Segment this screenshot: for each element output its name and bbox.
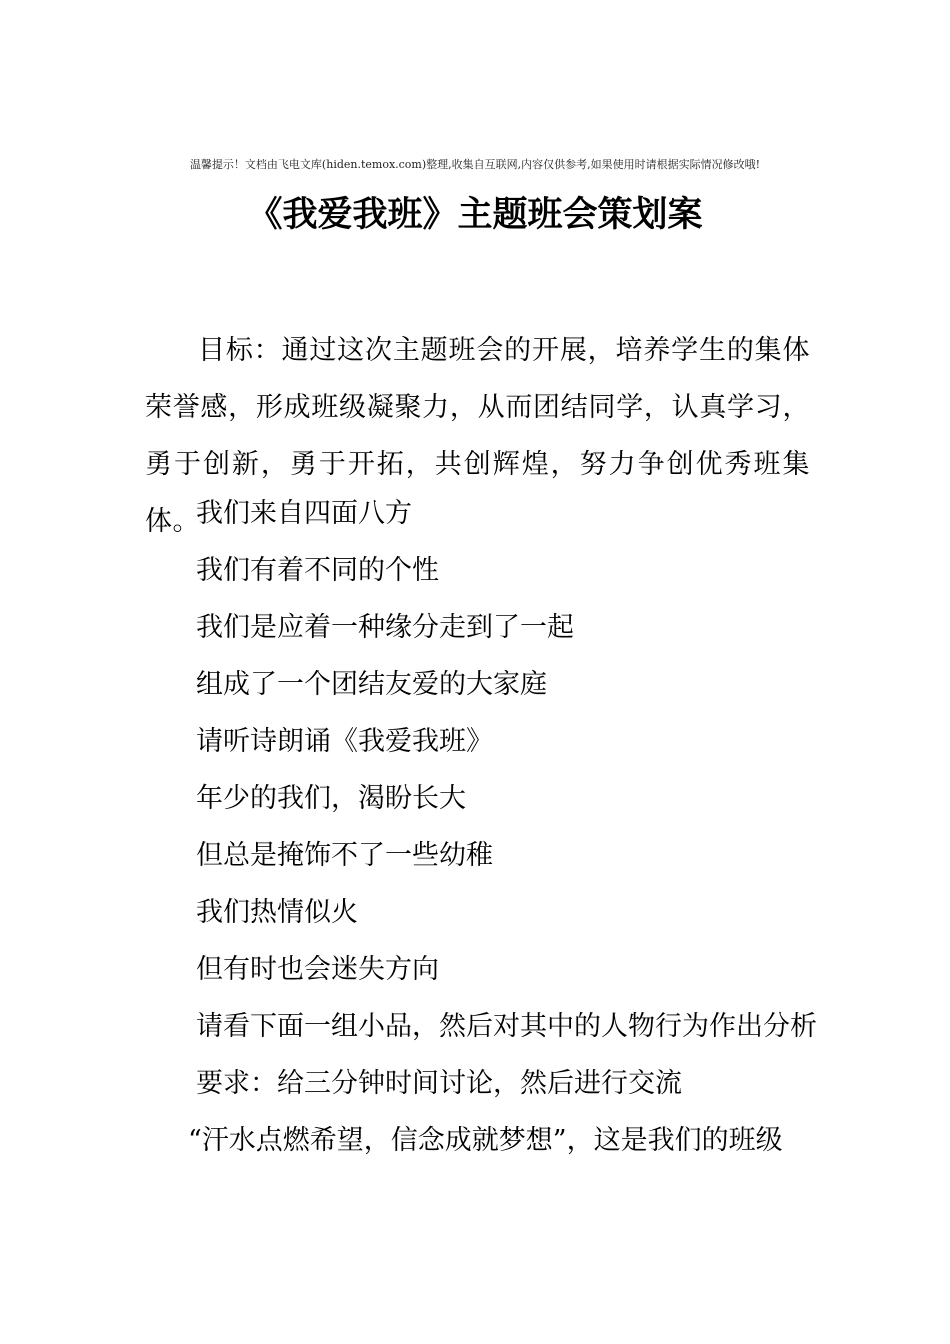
text-line: 请看下面一组小品，然后对其中的人物行为作出分析 [196, 1011, 817, 1042]
text-line: 我们热情似火 [196, 897, 358, 928]
text-line: 我们来自四面八方 [196, 498, 412, 529]
text-line: 但总是掩饰不了一些幼稚 [196, 840, 493, 871]
header-notice: 温馨提示！文档由飞电文库(hiden.temox.com)整理,收集自互联网,内容仅供参考,如果使用时请根据实际情况修改哦! [189, 158, 761, 171]
text-line: 年少的我们，渴盼长大 [196, 783, 466, 814]
text-line: 请听诗朗诵《我爱我班》 [196, 726, 493, 757]
text-line: 我们是应着一种缘分走到了一起 [196, 612, 574, 643]
text-line: 要求：给三分钟时间讨论，然后进行交流 [196, 1068, 682, 1099]
text-line: 我们有着不同的个性 [196, 555, 439, 586]
text-line: 组成了一个团结友爱的大家庭 [196, 669, 547, 700]
page-title: 《我爱我班》主题班会策划案 [247, 194, 703, 235]
text-line: 但有时也会迷失方向 [196, 954, 439, 985]
text-line: “汗水点燃希望，信念成就梦想”，这是我们的班级 [188, 1125, 783, 1156]
intro-paragraph: 目标：通过这次主题班会的开展，培养学生的集体荣誉感，形成班级凝聚力，从而团结同学，认真学习，勇于创新，勇于开拓，共创辉煌，努力争创优秀班集体。 [145, 335, 810, 537]
